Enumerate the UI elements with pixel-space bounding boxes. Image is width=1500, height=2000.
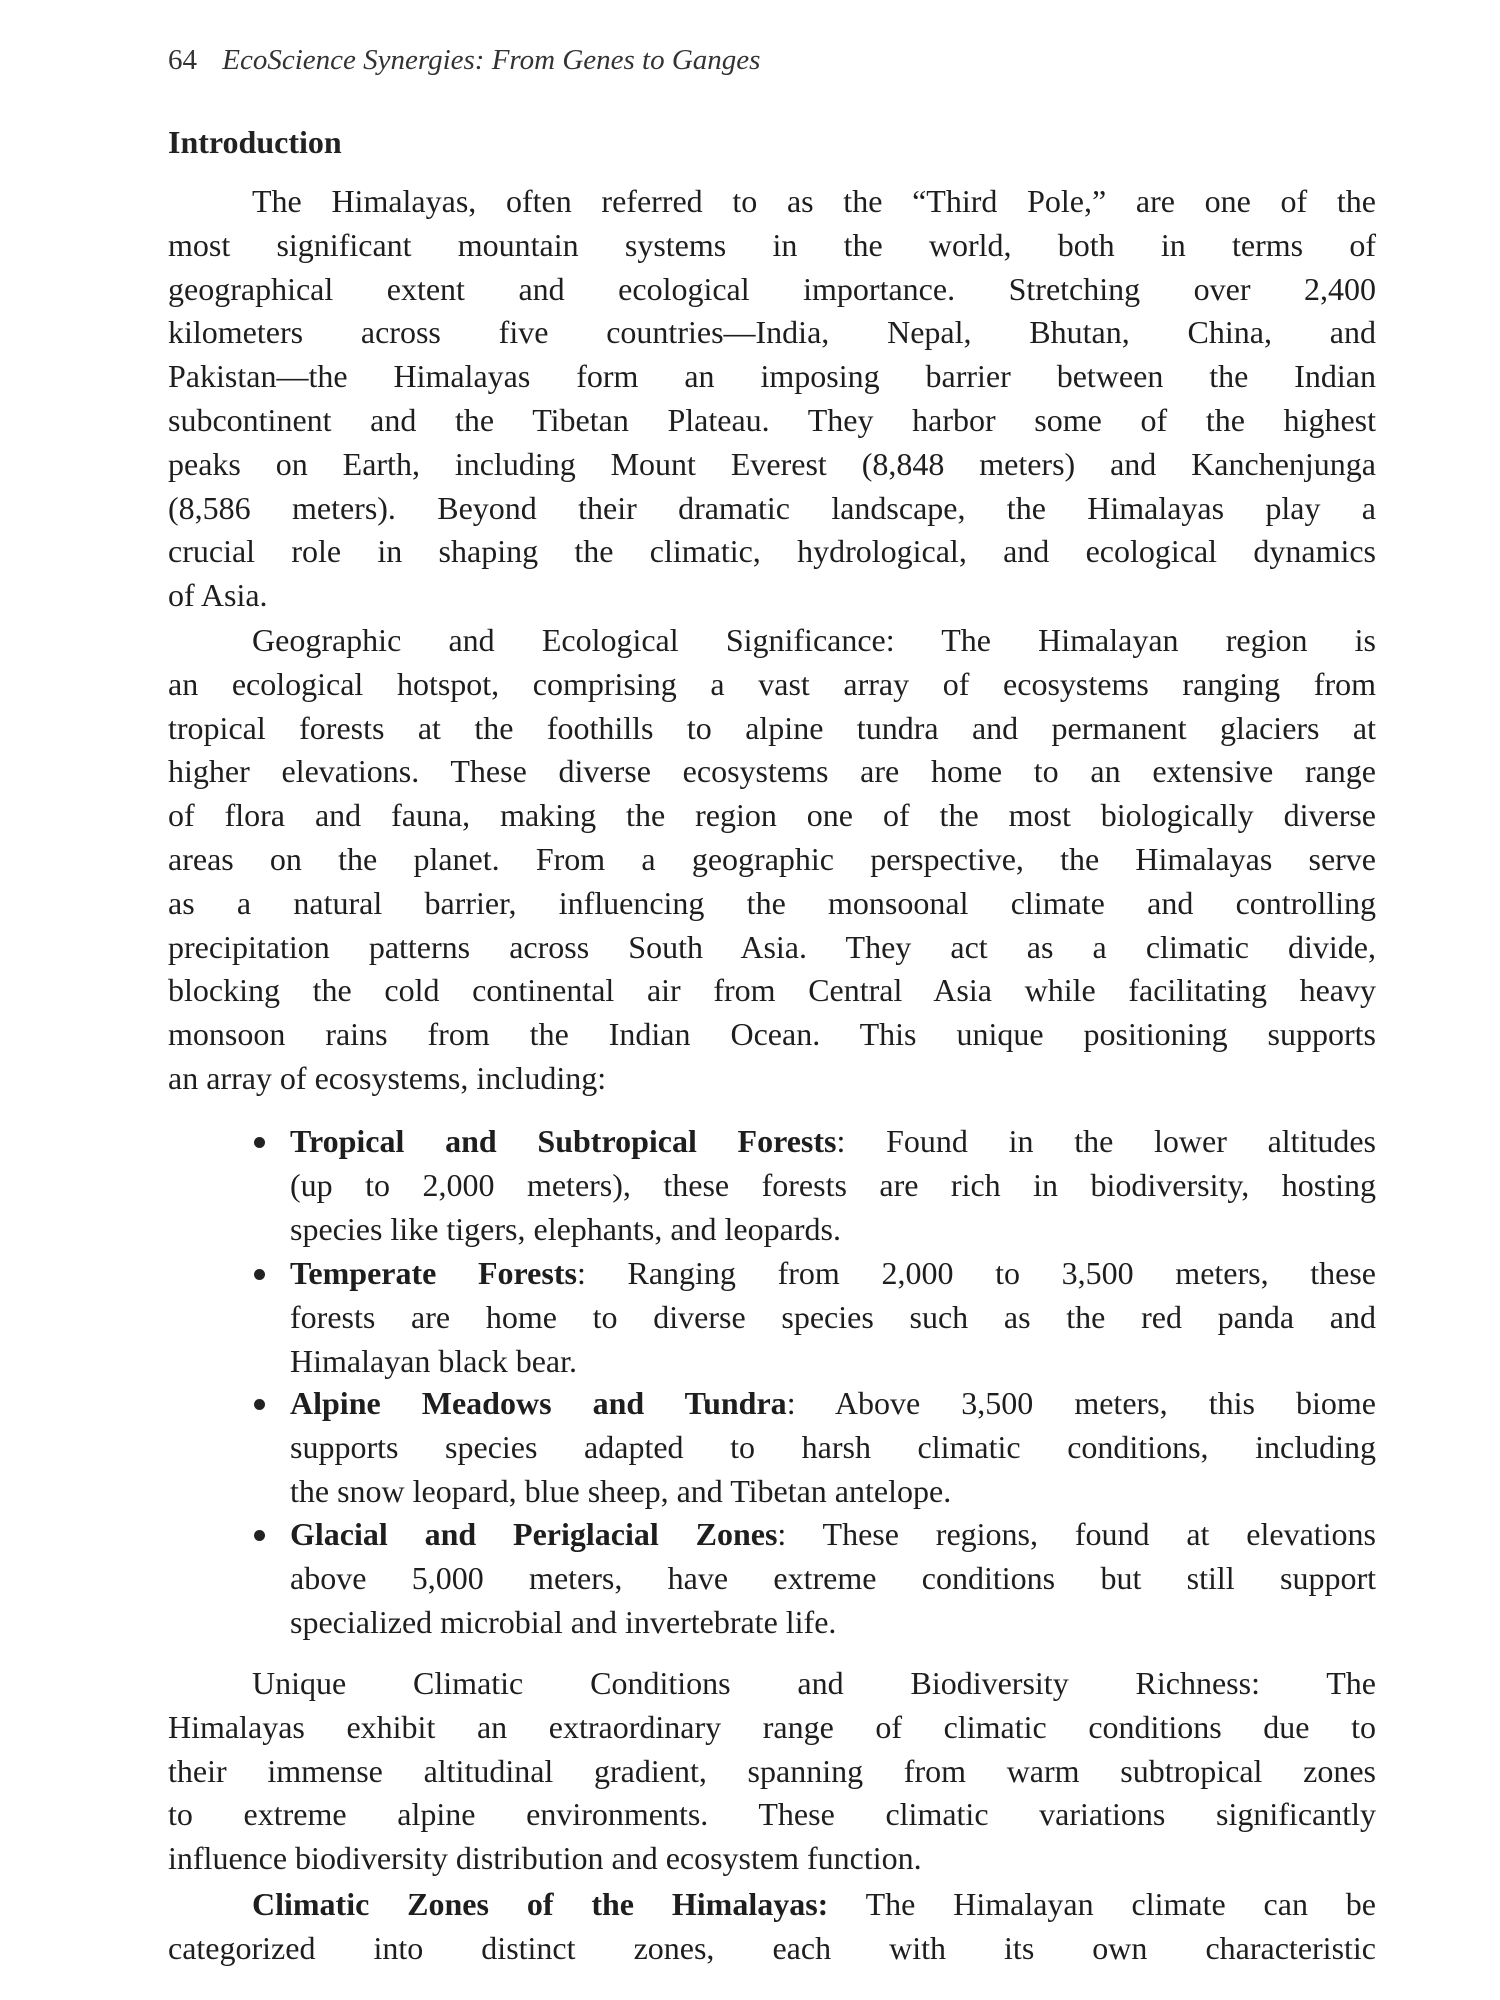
bullet-item <box>290 1513 1376 1644</box>
text-line: Geographic and Ecological Significance: The Himalayan region is <box>252 622 1376 658</box>
bullet-icon <box>254 1530 265 1541</box>
text-span: : Ranging from 2,000 to 3,500 meters, these <box>576 1255 1377 1291</box>
paragraph <box>168 619 1376 1101</box>
text-line: as a natural barrier, influencing the monsoonal climate and controlling <box>168 884 1376 921</box>
text-line: (up to 2,000 meters), these forests are rich in biodiversity, hosting <box>290 1166 1376 1203</box>
bullet-title: Tropical and Subtropical Forests <box>290 1123 837 1159</box>
text-line: crucial role in shaping the climatic, hydrological, and ecological dynamics <box>168 533 1376 570</box>
text-line: precipitation patterns across South Asia. They act as a climatic divide, <box>168 928 1376 965</box>
text-line: subcontinent and the Tibetan Plateau. They harbor some of the highest <box>168 401 1376 438</box>
paragraph <box>168 1883 1376 1971</box>
text-line: geographical extent and ecological importance. Stretching over 2,400 <box>168 270 1376 307</box>
bullet-item <box>290 1120 1376 1251</box>
text-line: most significant mountain systems in the world, both in terms of <box>168 226 1376 263</box>
text-line: higher elevations. These diverse ecosystems are home to an extensive range <box>168 753 1376 790</box>
text-line: species like tigers, elephants, and leopards. <box>290 1210 841 1247</box>
bold-lead: Climatic Zones of the Himalayas: <box>252 1886 829 1922</box>
text-line: The Himalayas, often referred to as the “Third Pole,” are one of the <box>252 183 1376 219</box>
text-span: : Found in the lower altitudes <box>836 1123 1377 1159</box>
text-span: : Above 3,500 meters, this biome <box>786 1385 1377 1421</box>
bullet-title: Temperate Forests <box>290 1255 577 1291</box>
text-line: the snow leopard, blue sheep, and Tibetan antelope. <box>290 1472 952 1509</box>
text-span: The Himalayan climate can be <box>828 1886 1377 1922</box>
running-header <box>168 38 760 82</box>
text-line: Unique Climatic Conditions and Biodiversity Richness: The <box>252 1665 1376 1701</box>
text-line <box>290 1252 1376 1296</box>
bullet-title: Alpine Meadows and Tundra <box>290 1385 787 1421</box>
bullet-item <box>290 1252 1376 1383</box>
text-line <box>290 1120 1376 1164</box>
page-number: 64 <box>168 44 197 76</box>
paragraph <box>168 180 1376 618</box>
text-line: above 5,000 meters, have extreme conditions but still support <box>290 1559 1376 1596</box>
text-line: blocking the cold continental air from Central Asia while facilitating heavy <box>168 972 1376 1009</box>
text-line: monsoon rains from the Indian Ocean. This unique positioning supports <box>168 1016 1376 1053</box>
text-line: forests are home to diverse species such as the red panda and <box>290 1298 1376 1335</box>
text-line: Himalayan black bear. <box>290 1342 577 1379</box>
text-line: an array of ecosystems, including: <box>168 1059 607 1096</box>
bullet-title: Glacial and Periglacial Zones <box>290 1516 778 1552</box>
bullet-icon <box>254 1137 265 1148</box>
text-line: categorized into distinct zones, each with its own characteristic <box>168 1929 1376 1966</box>
text-line <box>290 1513 1376 1557</box>
text-span: : These regions, found at elevations <box>777 1516 1377 1552</box>
text-line: areas on the planet. From a geographic perspective, the Himalayas serve <box>168 840 1376 877</box>
book-title: EcoScience Synergies: From Genes to Ganges <box>222 44 761 76</box>
text-line <box>290 1382 1376 1426</box>
text-line: peaks on Earth, including Mount Everest (8,848 meters) and Kanchenjunga <box>168 445 1376 482</box>
text-line: their immense altitudinal gradient, spanning from warm subtropical zones <box>168 1752 1376 1789</box>
text-line: Himalayas exhibit an extraordinary range of climatic conditions due to <box>168 1708 1376 1745</box>
text-line: influence biodiversity distribution and ecosystem function. <box>168 1840 922 1877</box>
text-line: of flora and fauna, making the region one of the most biologically diverse <box>168 797 1376 834</box>
paragraph <box>168 1662 1376 1881</box>
text-line: supports species adapted to harsh climatic conditions, including <box>290 1428 1376 1465</box>
bullet-icon <box>254 1399 265 1410</box>
bullet-item <box>290 1382 1376 1513</box>
text-line: tropical forests at the foothills to alpine tundra and permanent glaciers at <box>168 709 1376 746</box>
text-line: specialized microbial and invertebrate life. <box>290 1603 837 1640</box>
text-line: of Asia. <box>168 577 268 614</box>
text-line: an ecological hotspot, comprising a vast array of ecosystems ranging from <box>168 665 1376 702</box>
bullet-icon <box>254 1269 265 1280</box>
text-line: kilometers across five countries—India, Nepal, Bhutan, China, and <box>168 314 1376 351</box>
section-heading: Introduction <box>168 124 342 160</box>
text-line: Pakistan—the Himalayas form an imposing barrier between the Indian <box>168 358 1376 395</box>
text-line <box>168 1883 1376 1927</box>
text-line: (8,586 meters). Beyond their dramatic landscape, the Himalayas play a <box>168 489 1376 526</box>
text-line: to extreme alpine environments. These climatic variations significantly <box>168 1796 1376 1833</box>
